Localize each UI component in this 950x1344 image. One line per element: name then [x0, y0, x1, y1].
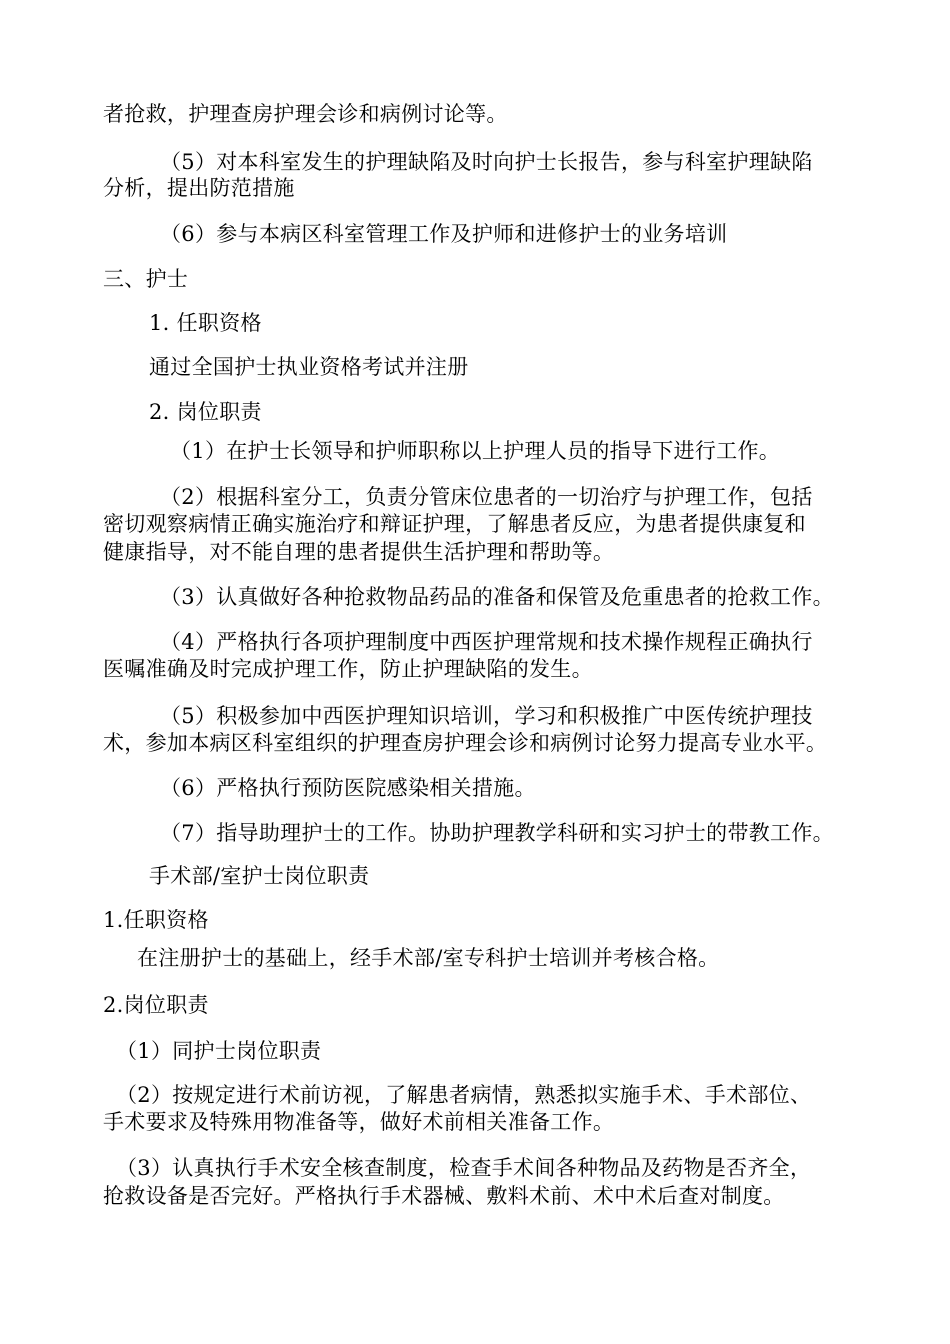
text-line: 通过全国护士执业资格考试并注册	[149, 355, 469, 379]
text-line: （1）在护士长领导和护师职称以上护理人员的指导下进行工作。	[170, 439, 781, 463]
text-line: 术，参加本病区科室组织的护理查房护理会诊和病例讨论努力提高专业水平。	[103, 731, 828, 755]
text-line: （3）认真执行手术安全核查制度，检查手术间各种物品及药物是否齐全，	[116, 1156, 812, 1180]
text-line: 手术要求及特殊用物准备等，做好术前相关准备工作。	[103, 1110, 615, 1134]
subheading: 2. 岗位职责	[149, 400, 262, 424]
text-line: 抢救设备是否完好。严格执行手术器械、敷料术前、术中术后查对制度。	[103, 1184, 785, 1208]
text-line: （6）参与本病区科室管理工作及护师和进修护士的业务培训	[160, 222, 728, 246]
text-line: 者抢救，护理查房护理会诊和病例讨论等。	[103, 102, 508, 126]
text-line: （5）对本科室发生的护理缺陷及时向护士长报告，参与科室护理缺陷	[160, 150, 813, 174]
text-line: （1）同护士岗位职责	[116, 1039, 322, 1063]
text-line: 医嘱准确及时完成护理工作，防止护理缺陷的发生。	[103, 657, 593, 681]
text-line: （2）根据科室分工，负责分管床位患者的一切治疗与护理工作，包括	[160, 485, 813, 509]
text-line: （4）严格执行各项护理制度中西医护理常规和技术操作规程正确执行	[160, 630, 813, 654]
text-line: 密切观察病情正确实施治疗和辩证护理，了解患者反应，为患者提供康复和	[103, 512, 806, 536]
section-heading: 三、护士	[103, 267, 189, 291]
text-line: 健康指导，对不能自理的患者提供生活护理和帮助等。	[103, 540, 615, 564]
subheading: 1.任职资格	[103, 908, 209, 932]
text-line: 分析，提出防范措施	[103, 176, 295, 200]
section-heading: 手术部/室护士岗位职责	[149, 864, 370, 888]
subheading: 1. 任职资格	[149, 311, 262, 335]
text-line: 在注册护士的基础上，经手术部/室专科护士培训并考核合格。	[137, 946, 720, 970]
subheading: 2.岗位职责	[103, 993, 209, 1017]
text-line: （3）认真做好各种抢救物品药品的准备和保管及危重患者的抢救工作。	[160, 585, 834, 609]
text-line: （6）严格执行预防医院感染相关措施。	[160, 776, 536, 800]
text-line: （7）指导助理护士的工作。协助护理教学科研和实习护士的带教工作。	[160, 821, 834, 845]
text-line: （5）积极参加中西医护理知识培训，学习和积极推广中医传统护理技	[160, 704, 813, 728]
text-line: （2）按规定进行术前访视，了解患者病情，熟悉拟实施手术、手术部位、	[116, 1083, 812, 1107]
